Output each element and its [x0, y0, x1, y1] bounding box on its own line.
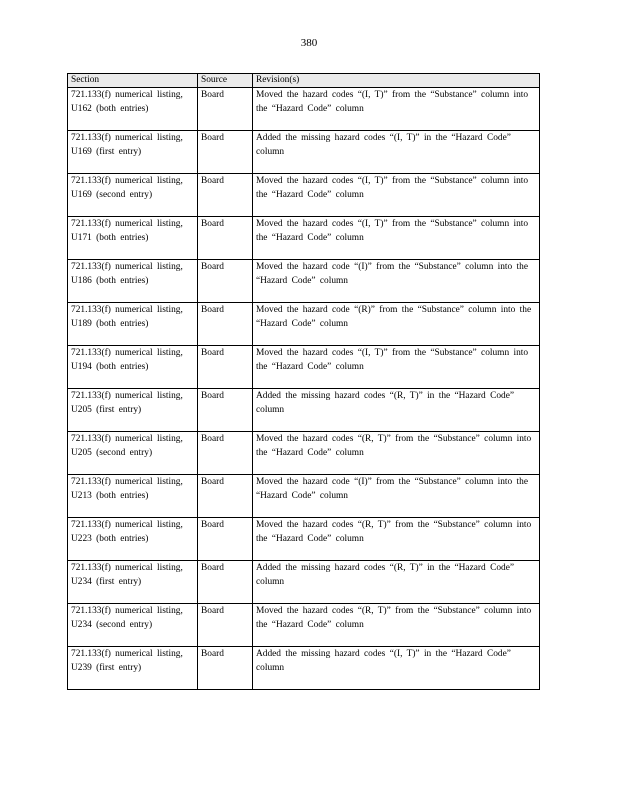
- revision-cell: Moved the hazard codes “(R, T)” from the “Substance” column into the “Hazard Code” column: [253, 604, 540, 647]
- table-row: [68, 475, 540, 518]
- section-cell: 721.133(f) numerical listing, U169 (first entry): [68, 131, 198, 174]
- source-cell: Board: [198, 174, 253, 217]
- section-cell: 721.133(f) numerical listing, U186 (both entries): [68, 260, 198, 303]
- revision-cell: Moved the hazard codes “(I, T)” from the “Substance” column into the “Hazard Code” column: [253, 88, 540, 131]
- source-cell: Board: [198, 217, 253, 260]
- source-cell: Board: [198, 346, 253, 389]
- source-cell: Board: [198, 518, 253, 561]
- table-row: [68, 518, 540, 561]
- revision-cell: Added the missing hazard codes “(R, T)” in the “Hazard Code” column: [253, 561, 540, 604]
- revision-cell: Moved the hazard code “(I)” from the “Substance” column into the “Hazard Code” column: [253, 475, 540, 518]
- source-cell: Board: [198, 88, 253, 131]
- table-row: [68, 604, 540, 647]
- header-source: Source: [198, 74, 253, 88]
- section-cell: 721.133(f) numerical listing, U169 (second entry): [68, 174, 198, 217]
- section-cell: 721.133(f) numerical listing, U223 (both entries): [68, 518, 198, 561]
- source-cell: Board: [198, 475, 253, 518]
- section-cell: 721.133(f) numerical listing, U213 (both entries): [68, 475, 198, 518]
- source-cell: Board: [198, 561, 253, 604]
- revision-cell: Moved the hazard code “(R)” from the “Substance” column into the “Hazard Code” column: [253, 303, 540, 346]
- source-cell: Board: [198, 389, 253, 432]
- table-row: [68, 389, 540, 432]
- source-cell: Board: [198, 647, 253, 690]
- table-row: [68, 174, 540, 217]
- section-cell: 721.133(f) numerical listing, U162 (both entries): [68, 88, 198, 131]
- section-cell: 721.133(f) numerical listing, U194 (both entries): [68, 346, 198, 389]
- header-section: Section: [68, 74, 198, 88]
- revision-cell: Moved the hazard code “(I)” from the “Substance” column into the “Hazard Code” column: [253, 260, 540, 303]
- section-cell: 721.133(f) numerical listing, U189 (both entries): [68, 303, 198, 346]
- source-cell: Board: [198, 260, 253, 303]
- revision-cell: Added the missing hazard codes “(R, T)” in the “Hazard Code” column: [253, 389, 540, 432]
- revision-cell: Moved the hazard codes “(R, T)” from the “Substance” column into the “Hazard Code” column: [253, 432, 540, 475]
- section-cell: 721.133(f) numerical listing, U205 (second entry): [68, 432, 198, 475]
- table-row: [68, 131, 540, 174]
- section-cell: 721.133(f) numerical listing, U171 (both entries): [68, 217, 198, 260]
- table-row: [68, 88, 540, 131]
- revision-cell: Moved the hazard codes “(I, T)” from the “Substance” column into the “Hazard Code” column: [253, 217, 540, 260]
- section-cell: 721.133(f) numerical listing, U239 (first entry): [68, 647, 198, 690]
- header-revisions: Revision(s): [253, 74, 540, 88]
- revision-cell: Added the missing hazard codes “(I, T)” in the “Hazard Code” column: [253, 131, 540, 174]
- table-row: [68, 346, 540, 389]
- section-cell: 721.133(f) numerical listing, U234 (second entry): [68, 604, 198, 647]
- table-row: [68, 647, 540, 690]
- revision-cell: Moved the hazard codes “(I, T)” from the “Substance” column into the “Hazard Code” column: [253, 346, 540, 389]
- table-header-row: [68, 74, 540, 88]
- table-row: [68, 561, 540, 604]
- table-row: [68, 217, 540, 260]
- section-cell: 721.133(f) numerical listing, U205 (first entry): [68, 389, 198, 432]
- revisions-table: [67, 73, 540, 690]
- source-cell: Board: [198, 303, 253, 346]
- source-cell: Board: [198, 131, 253, 174]
- source-cell: Board: [198, 432, 253, 475]
- source-cell: Board: [198, 604, 253, 647]
- table-row: [68, 432, 540, 475]
- table-row: [68, 303, 540, 346]
- revision-cell: Moved the hazard codes “(I, T)” from the “Substance” column into the “Hazard Code” column: [253, 174, 540, 217]
- page-number: 380: [300, 37, 318, 49]
- revision-cell: Added the missing hazard codes “(I, T)” in the “Hazard Code” column: [253, 647, 540, 690]
- table-row: [68, 260, 540, 303]
- section-cell: 721.133(f) numerical listing, U234 (first entry): [68, 561, 198, 604]
- revision-cell: Moved the hazard codes “(R, T)” from the “Substance” column into the “Hazard Code” column: [253, 518, 540, 561]
